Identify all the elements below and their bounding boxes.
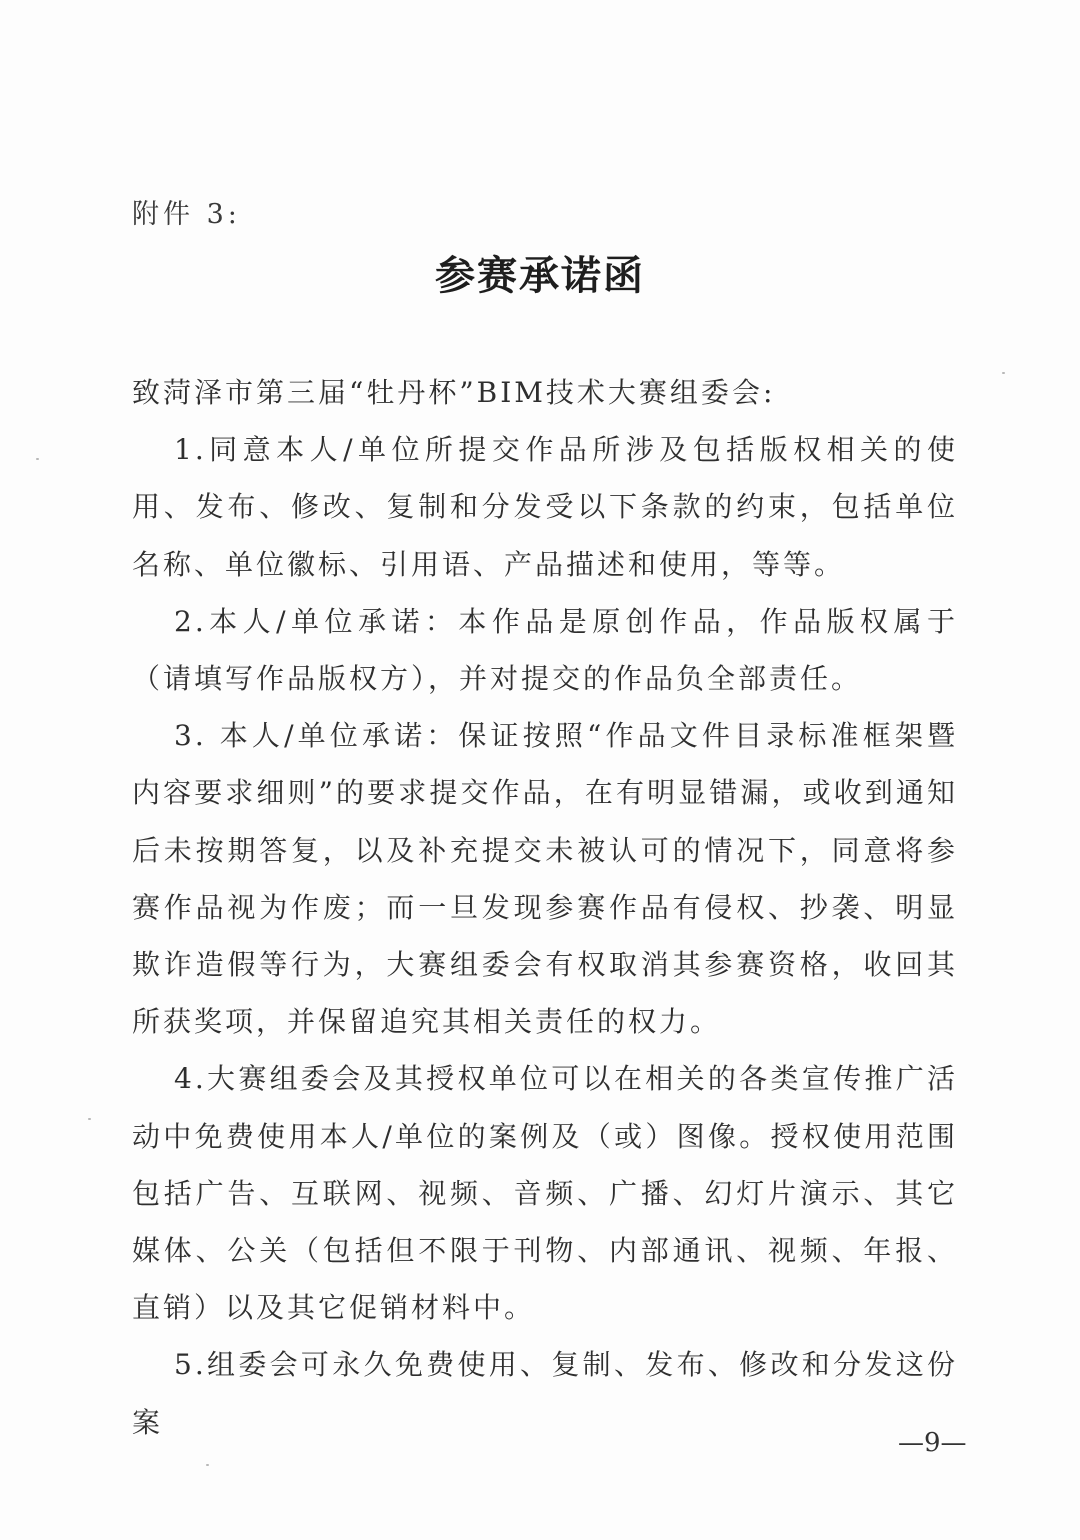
- scan-speck: [36, 458, 39, 460]
- clause-3: 3. 本人/单位承诺：保证按照“作品文件目录标准框架暨内容要求细则”的要求提交作品，在有明显错漏，或收到通知后未按期答复，以及补充提交未被认可的情况下，同意将参赛作品视为作废；而一旦发现参赛作品有侵权、抄袭、明显欺诈造假等行为，大赛组委会有权取消其参赛资格，收回其所获奖项，并保留追究其相关责任的权力。: [132, 719, 958, 1039]
- scan-speck: [1002, 372, 1005, 374]
- scan-speck: [88, 1118, 91, 1120]
- scan-speck: [206, 1464, 209, 1466]
- salutation: 致菏泽市第三届“牡丹杯”BIM技术大赛组委会:: [132, 376, 776, 409]
- attachment-label: 附件 3:: [132, 199, 241, 230]
- clause-2: 2.本人/单位承诺：本作品是原创作品，作品版权属于（请填写作品版权方），并对提交的作品负全部责任。: [132, 604, 958, 696]
- clause-5: 5.组委会可永久免费使用、复制、发布、修改和分发这份案: [132, 1348, 958, 1439]
- page-number: —9—: [898, 1428, 967, 1458]
- clause-1: 1.同意本人/单位所提交作品所涉及包括版权相关的使用、发布、修改、复制和分发受以下条款的约束，包括单位名称、单位徽标、引用语、产品描述和使用，等等。: [132, 433, 958, 581]
- letter-body: [132, 364, 958, 1451]
- document-title: 参赛承诺函: [435, 252, 645, 299]
- clause-4: 4.大赛组委会及其授权单位可以在相关的各类宣传推广活动中免费使用本人/单位的案例及（或）图像。授权使用范围包括广告、互联网、视频、音频、广播、幻灯片演示、其它媒体、公关（包括但不限于刊物、内部通讯、视频、年报、直销）以及其它促销材料中。: [132, 1062, 958, 1325]
